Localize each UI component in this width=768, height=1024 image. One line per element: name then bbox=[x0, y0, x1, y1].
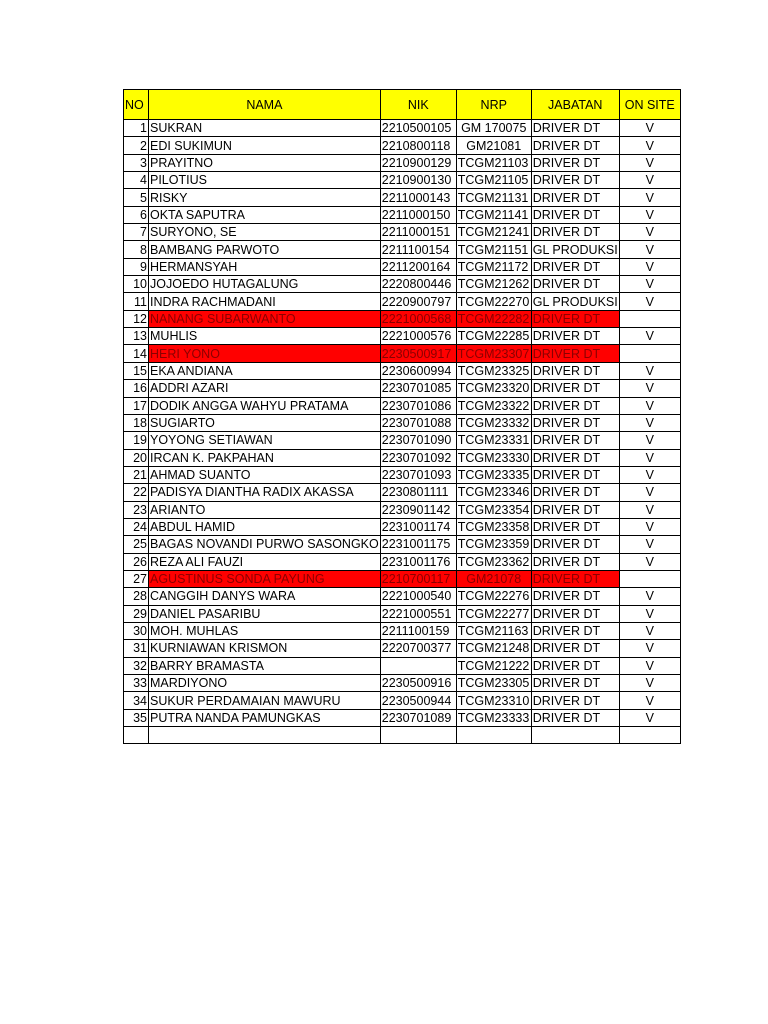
row-number-cell: 21 bbox=[124, 466, 149, 483]
on-site-cell bbox=[619, 727, 680, 744]
nik-cell: 2211200164 bbox=[380, 258, 456, 275]
on-site-cell: V bbox=[619, 414, 680, 431]
nrp-cell: TCGM22276 bbox=[457, 589, 530, 604]
nik-cell: 2210700117 bbox=[380, 570, 456, 587]
table-row bbox=[124, 466, 681, 483]
nrp-cell: TCGM21151 bbox=[456, 241, 531, 258]
nik-cell: 2211100154 bbox=[380, 241, 456, 258]
position-cell: DRIVER DT bbox=[531, 120, 619, 137]
nik-cell: 2221000568 bbox=[380, 310, 456, 327]
nrp-cell bbox=[456, 727, 531, 744]
row-number-cell: 14 bbox=[124, 345, 149, 362]
name-cell: INDRA RACHMADANI bbox=[149, 293, 381, 310]
employee-table bbox=[123, 89, 681, 744]
name-cell: AHMAD SUANTO bbox=[149, 466, 381, 483]
position-cell: DRIVER DT bbox=[531, 362, 619, 379]
name-cell: HERI YONO bbox=[149, 345, 381, 362]
name-cell: MUHLIS bbox=[149, 328, 381, 345]
nik-cell: 2211000150 bbox=[380, 206, 456, 223]
name-cell bbox=[149, 727, 381, 744]
on-site-cell: V bbox=[619, 640, 680, 657]
on-site-cell: V bbox=[619, 501, 680, 518]
table-row bbox=[124, 276, 681, 293]
name-cell: DODIK ANGGA WAHYU PRATAMA bbox=[149, 397, 381, 414]
nik-cell: 2220800446 bbox=[380, 276, 456, 293]
nik-cell: 2210900130 bbox=[380, 172, 456, 189]
name-cell: EKA ANDIANA bbox=[149, 362, 381, 379]
row-number-cell: 5 bbox=[124, 189, 149, 206]
header-nrp: NRP bbox=[456, 90, 531, 120]
name-cell: IRCAN K. PAKPAHAN bbox=[149, 449, 381, 466]
table-row bbox=[124, 154, 681, 171]
position-cell: DRIVER DT bbox=[531, 328, 619, 345]
name-cell: CANGGIH DANYS WARA bbox=[149, 588, 381, 605]
on-site-cell: V bbox=[619, 432, 680, 449]
nrp-cell: TCGM23358 bbox=[457, 520, 530, 535]
row-number-cell: 6 bbox=[124, 206, 149, 223]
table-row bbox=[124, 605, 681, 622]
name-cell: SUGIARTO bbox=[149, 414, 381, 431]
position-cell: DRIVER DT bbox=[531, 657, 619, 674]
position-cell: DRIVER DT bbox=[531, 432, 619, 449]
position-cell: DRIVER DT bbox=[531, 622, 619, 639]
table-row bbox=[124, 414, 681, 431]
nik-cell: 2230701093 bbox=[380, 466, 456, 483]
row-number-cell: 26 bbox=[124, 553, 149, 570]
table-row bbox=[124, 675, 681, 692]
table-row bbox=[124, 310, 681, 327]
row-number-cell: 3 bbox=[124, 154, 149, 171]
on-site-cell: V bbox=[619, 588, 680, 605]
row-number-cell: 19 bbox=[124, 432, 149, 449]
nrp-cell: TCGM21163 bbox=[456, 622, 531, 639]
name-cell: DANIEL PASARIBU bbox=[149, 605, 381, 622]
position-cell: DRIVER DT bbox=[531, 172, 619, 189]
nik-cell: 2230701092 bbox=[380, 449, 456, 466]
nik-cell: 2210800118 bbox=[380, 137, 456, 154]
name-cell: MARDIYONO bbox=[149, 675, 381, 692]
name-cell: PADISYA DIANTHA RADIX AKASSA bbox=[149, 484, 381, 501]
nrp-cell: TCGM23359 bbox=[457, 537, 530, 552]
nik-cell bbox=[380, 657, 456, 674]
nik-cell: 2230500917 bbox=[380, 345, 456, 362]
nrp-cell: GM21078 bbox=[456, 570, 531, 587]
on-site-cell: V bbox=[619, 206, 680, 223]
table-body bbox=[124, 120, 681, 744]
position-cell: DRIVER DT bbox=[531, 536, 619, 553]
table-row bbox=[124, 206, 681, 223]
nrp-cell: TCGM23354 bbox=[457, 502, 530, 517]
on-site-cell: V bbox=[619, 328, 680, 345]
nik-cell: 2221000576 bbox=[380, 328, 456, 345]
row-number-cell: 31 bbox=[124, 640, 149, 657]
position-cell: DRIVER DT bbox=[531, 588, 619, 605]
table-header bbox=[124, 90, 681, 120]
header-on-site: ON SITE bbox=[619, 90, 680, 120]
row-number-cell: 27 bbox=[124, 570, 149, 587]
name-cell: REZA ALI FAUZI bbox=[149, 553, 381, 570]
nik-cell: 2230500944 bbox=[380, 692, 456, 709]
row-number-cell: 16 bbox=[124, 380, 149, 397]
nrp-cell: TCGM21131 bbox=[456, 189, 531, 206]
on-site-cell: V bbox=[619, 553, 680, 570]
on-site-cell: V bbox=[619, 622, 680, 639]
nik-cell: 2211100159 bbox=[380, 622, 456, 639]
table-row bbox=[124, 553, 681, 570]
on-site-cell: V bbox=[619, 362, 680, 379]
nik-cell: 2220900797 bbox=[380, 293, 456, 310]
on-site-cell: V bbox=[619, 484, 680, 501]
position-cell: DRIVER DT bbox=[531, 397, 619, 414]
on-site-cell: V bbox=[619, 518, 680, 535]
row-number-cell: 22 bbox=[124, 484, 149, 501]
row-number-cell: 28 bbox=[124, 588, 149, 605]
table-row bbox=[124, 380, 681, 397]
on-site-cell: V bbox=[619, 189, 680, 206]
nik-cell bbox=[380, 727, 456, 744]
nik-cell: 2230701090 bbox=[380, 432, 456, 449]
on-site-cell: V bbox=[619, 605, 680, 622]
name-cell: BAGAS NOVANDI PURWO SASONGKO bbox=[150, 537, 379, 552]
nik-cell: 2231001175 bbox=[380, 536, 456, 553]
nrp-cell: TCGM23320 bbox=[457, 381, 530, 396]
name-cell: EDI SUKIMUN bbox=[149, 137, 381, 154]
position-cell: DRIVER DT bbox=[531, 466, 619, 483]
row-number-cell: 10 bbox=[124, 276, 149, 293]
name-cell: ARIANTO bbox=[149, 501, 381, 518]
name-cell: PUTRA NANDA PAMUNGKAS bbox=[149, 709, 381, 726]
table-row bbox=[124, 345, 681, 362]
table-row bbox=[124, 397, 681, 414]
nik-cell: 2230600994 bbox=[380, 362, 456, 379]
position-cell: DRIVER DT bbox=[531, 206, 619, 223]
nrp-cell: TCGM23305 bbox=[457, 676, 530, 691]
on-site-cell: V bbox=[619, 675, 680, 692]
on-site-cell: V bbox=[619, 380, 680, 397]
nrp-cell: TCGM23331 bbox=[457, 433, 530, 448]
row-number-cell: 34 bbox=[124, 692, 149, 709]
name-cell: MOH. MUHLAS bbox=[149, 622, 381, 639]
position-cell: DRIVER DT bbox=[531, 605, 619, 622]
table-row bbox=[124, 622, 681, 639]
nrp-cell: TCGM21105 bbox=[456, 172, 531, 189]
position-cell: DRIVER DT bbox=[531, 692, 619, 709]
name-cell: AGUSTINUS SONDA PAYUNG bbox=[149, 570, 381, 587]
nik-cell: 2230701088 bbox=[380, 414, 456, 431]
row-number-cell: 33 bbox=[124, 675, 149, 692]
table-row bbox=[124, 709, 681, 726]
row-number-cell: 7 bbox=[124, 224, 149, 241]
position-cell: DRIVER DT bbox=[531, 310, 619, 327]
nrp-cell: TCGM21141 bbox=[456, 206, 531, 223]
on-site-cell: V bbox=[619, 172, 680, 189]
on-site-cell: V bbox=[619, 120, 680, 137]
on-site-cell: V bbox=[619, 709, 680, 726]
nik-cell: 2220700377 bbox=[380, 640, 456, 657]
table-row bbox=[124, 657, 681, 674]
nrp-cell: TCGM23346 bbox=[457, 485, 530, 500]
table-row bbox=[124, 692, 681, 709]
nrp-cell: TCGM23325 bbox=[457, 363, 530, 378]
position-cell: GL PRODUKSI bbox=[532, 294, 618, 309]
position-cell: GL PRODUKSI bbox=[532, 242, 618, 257]
position-cell: DRIVER DT bbox=[531, 276, 619, 293]
nik-cell: 2231001176 bbox=[380, 553, 456, 570]
row-number-cell: 18 bbox=[124, 414, 149, 431]
name-cell: OKTA SAPUTRA bbox=[149, 206, 381, 223]
row-number-cell: 11 bbox=[124, 293, 149, 310]
row-number-cell: 32 bbox=[124, 657, 149, 674]
row-number-cell: 35 bbox=[124, 709, 149, 726]
row-number-cell: 30 bbox=[124, 622, 149, 639]
nrp-cell: TCGM22285 bbox=[457, 329, 530, 344]
table-row bbox=[124, 449, 681, 466]
position-cell: DRIVER DT bbox=[531, 414, 619, 431]
header-nik: NIK bbox=[380, 90, 456, 120]
position-cell: DRIVER DT bbox=[531, 224, 619, 241]
position-cell: DRIVER DT bbox=[531, 640, 619, 657]
nik-cell: 2230701086 bbox=[380, 397, 456, 414]
name-cell: KURNIAWAN KRISMON bbox=[149, 640, 381, 657]
nrp-cell: TCGM23307 bbox=[457, 346, 530, 361]
table-row bbox=[124, 484, 681, 501]
row-number-cell: 15 bbox=[124, 362, 149, 379]
on-site-cell: V bbox=[619, 657, 680, 674]
table-row bbox=[124, 570, 681, 587]
table-row bbox=[124, 536, 681, 553]
name-cell: PILOTIUS bbox=[149, 172, 381, 189]
name-cell: YOYONG SETIAWAN bbox=[149, 432, 381, 449]
nik-cell: 2221000551 bbox=[380, 605, 456, 622]
nik-cell: 2221000540 bbox=[380, 588, 456, 605]
row-number-cell: 9 bbox=[124, 258, 149, 275]
position-cell: DRIVER DT bbox=[531, 137, 619, 154]
on-site-cell bbox=[619, 310, 680, 327]
nrp-cell: TCGM23362 bbox=[457, 554, 530, 569]
nik-cell: 2231001174 bbox=[380, 518, 456, 535]
table-row bbox=[124, 328, 681, 345]
row-number-cell: 24 bbox=[124, 518, 149, 535]
on-site-cell bbox=[619, 345, 680, 362]
row-number-cell: 4 bbox=[124, 172, 149, 189]
nrp-cell: TCGM23335 bbox=[457, 468, 530, 483]
on-site-cell: V bbox=[619, 258, 680, 275]
name-cell: SURYONO, SE bbox=[149, 224, 381, 241]
name-cell: SUKRAN bbox=[149, 120, 381, 137]
table-row bbox=[124, 588, 681, 605]
nik-cell: 2230801111 bbox=[380, 484, 456, 501]
table-row bbox=[124, 432, 681, 449]
position-cell: DRIVER DT bbox=[531, 345, 619, 362]
on-site-cell: V bbox=[619, 536, 680, 553]
position-cell: DRIVER DT bbox=[531, 501, 619, 518]
nik-cell: 2230701089 bbox=[380, 709, 456, 726]
name-cell: RISKY bbox=[149, 189, 381, 206]
nrp-cell: TCGM21248 bbox=[457, 641, 530, 656]
table-row bbox=[124, 224, 681, 241]
position-cell: DRIVER DT bbox=[531, 380, 619, 397]
name-cell: SUKUR PERDAMAIAN MAWURU bbox=[149, 692, 381, 709]
row-number-cell: 17 bbox=[124, 397, 149, 414]
name-cell: HERMANSYAH bbox=[149, 258, 381, 275]
table-row bbox=[124, 518, 681, 535]
table-row bbox=[124, 362, 681, 379]
table-row bbox=[124, 189, 681, 206]
nrp-cell: TCGM23330 bbox=[457, 450, 530, 465]
row-number-cell: 2 bbox=[124, 137, 149, 154]
table-row bbox=[124, 293, 681, 310]
on-site-cell: V bbox=[619, 241, 680, 258]
on-site-cell: V bbox=[619, 276, 680, 293]
row-number-cell: 23 bbox=[124, 501, 149, 518]
name-cell: ABDUL HAMID bbox=[149, 518, 381, 535]
nik-cell: 2230500916 bbox=[380, 675, 456, 692]
nik-cell: 2230701085 bbox=[380, 380, 456, 397]
on-site-cell bbox=[619, 570, 680, 587]
on-site-cell: V bbox=[619, 137, 680, 154]
row-number-cell: 13 bbox=[124, 328, 149, 345]
name-cell: BAMBANG PARWOTO bbox=[149, 241, 381, 258]
position-cell: DRIVER DT bbox=[531, 258, 619, 275]
row-number-cell: 12 bbox=[124, 310, 149, 327]
nrp-cell: GM21081 bbox=[456, 137, 531, 154]
nrp-cell: TCGM21103 bbox=[456, 154, 531, 171]
nik-cell: 2210900129 bbox=[380, 154, 456, 171]
table-row bbox=[124, 137, 681, 154]
nrp-cell: TCGM23322 bbox=[457, 398, 530, 413]
row-number-cell bbox=[124, 727, 149, 744]
table-row bbox=[124, 172, 681, 189]
table-row bbox=[124, 640, 681, 657]
row-number-cell: 29 bbox=[124, 605, 149, 622]
header-no: NO bbox=[124, 90, 149, 120]
nrp-cell: TCGM23332 bbox=[457, 416, 530, 431]
name-cell: JOJOEDO HUTAGALUNG bbox=[149, 276, 381, 293]
on-site-cell: V bbox=[619, 154, 680, 171]
row-number-cell: 8 bbox=[124, 241, 149, 258]
table-row bbox=[124, 241, 681, 258]
position-cell: DRIVER DT bbox=[531, 570, 619, 587]
position-cell: DRIVER DT bbox=[531, 518, 619, 535]
nik-cell: 2211000143 bbox=[380, 189, 456, 206]
nrp-cell: GM 170075 bbox=[456, 120, 531, 137]
table-row bbox=[124, 258, 681, 275]
header-row bbox=[124, 90, 681, 120]
table-row bbox=[124, 120, 681, 137]
nrp-cell: TCGM21222 bbox=[457, 658, 530, 673]
position-cell: DRIVER DT bbox=[531, 553, 619, 570]
name-cell: BARRY BRAMASTA bbox=[149, 657, 381, 674]
nrp-cell: TCGM21241 bbox=[457, 225, 530, 240]
nik-cell: 2211000151 bbox=[380, 224, 456, 241]
table-row bbox=[124, 727, 681, 744]
name-cell: NANANG SUBARWANTO bbox=[149, 310, 381, 327]
on-site-cell: V bbox=[619, 293, 680, 310]
row-number-cell: 1 bbox=[124, 120, 149, 137]
name-cell: PRAYITNO bbox=[149, 154, 381, 171]
on-site-cell: V bbox=[619, 466, 680, 483]
row-number-cell: 20 bbox=[124, 449, 149, 466]
on-site-cell: V bbox=[619, 692, 680, 709]
position-cell: DRIVER DT bbox=[531, 449, 619, 466]
nrp-cell: TCGM22277 bbox=[457, 606, 530, 621]
nrp-cell: TCGM22282 bbox=[457, 311, 530, 326]
on-site-cell: V bbox=[619, 224, 680, 241]
position-cell: DRIVER DT bbox=[531, 709, 619, 726]
name-cell: ADDRI AZARI bbox=[149, 380, 381, 397]
position-cell: DRIVER DT bbox=[531, 675, 619, 692]
nrp-cell: TCGM23333 bbox=[457, 710, 530, 725]
on-site-cell: V bbox=[619, 449, 680, 466]
row-number-cell: 25 bbox=[124, 536, 149, 553]
nik-cell: 2210500105 bbox=[380, 120, 456, 137]
header-jabatan: JABATAN bbox=[531, 90, 619, 120]
position-cell: DRIVER DT bbox=[531, 484, 619, 501]
on-site-cell: V bbox=[619, 397, 680, 414]
nrp-cell: TCGM21262 bbox=[457, 277, 530, 292]
position-cell bbox=[531, 727, 619, 744]
nrp-cell: TCGM21172 bbox=[456, 258, 531, 275]
nrp-cell: TCGM23310 bbox=[457, 693, 530, 708]
position-cell: DRIVER DT bbox=[531, 189, 619, 206]
nrp-cell: TCGM22270 bbox=[457, 294, 530, 309]
header-nama: NAMA bbox=[149, 90, 381, 120]
nik-cell: 2230901142 bbox=[380, 501, 456, 518]
position-cell: DRIVER DT bbox=[531, 154, 619, 171]
table-row bbox=[124, 501, 681, 518]
